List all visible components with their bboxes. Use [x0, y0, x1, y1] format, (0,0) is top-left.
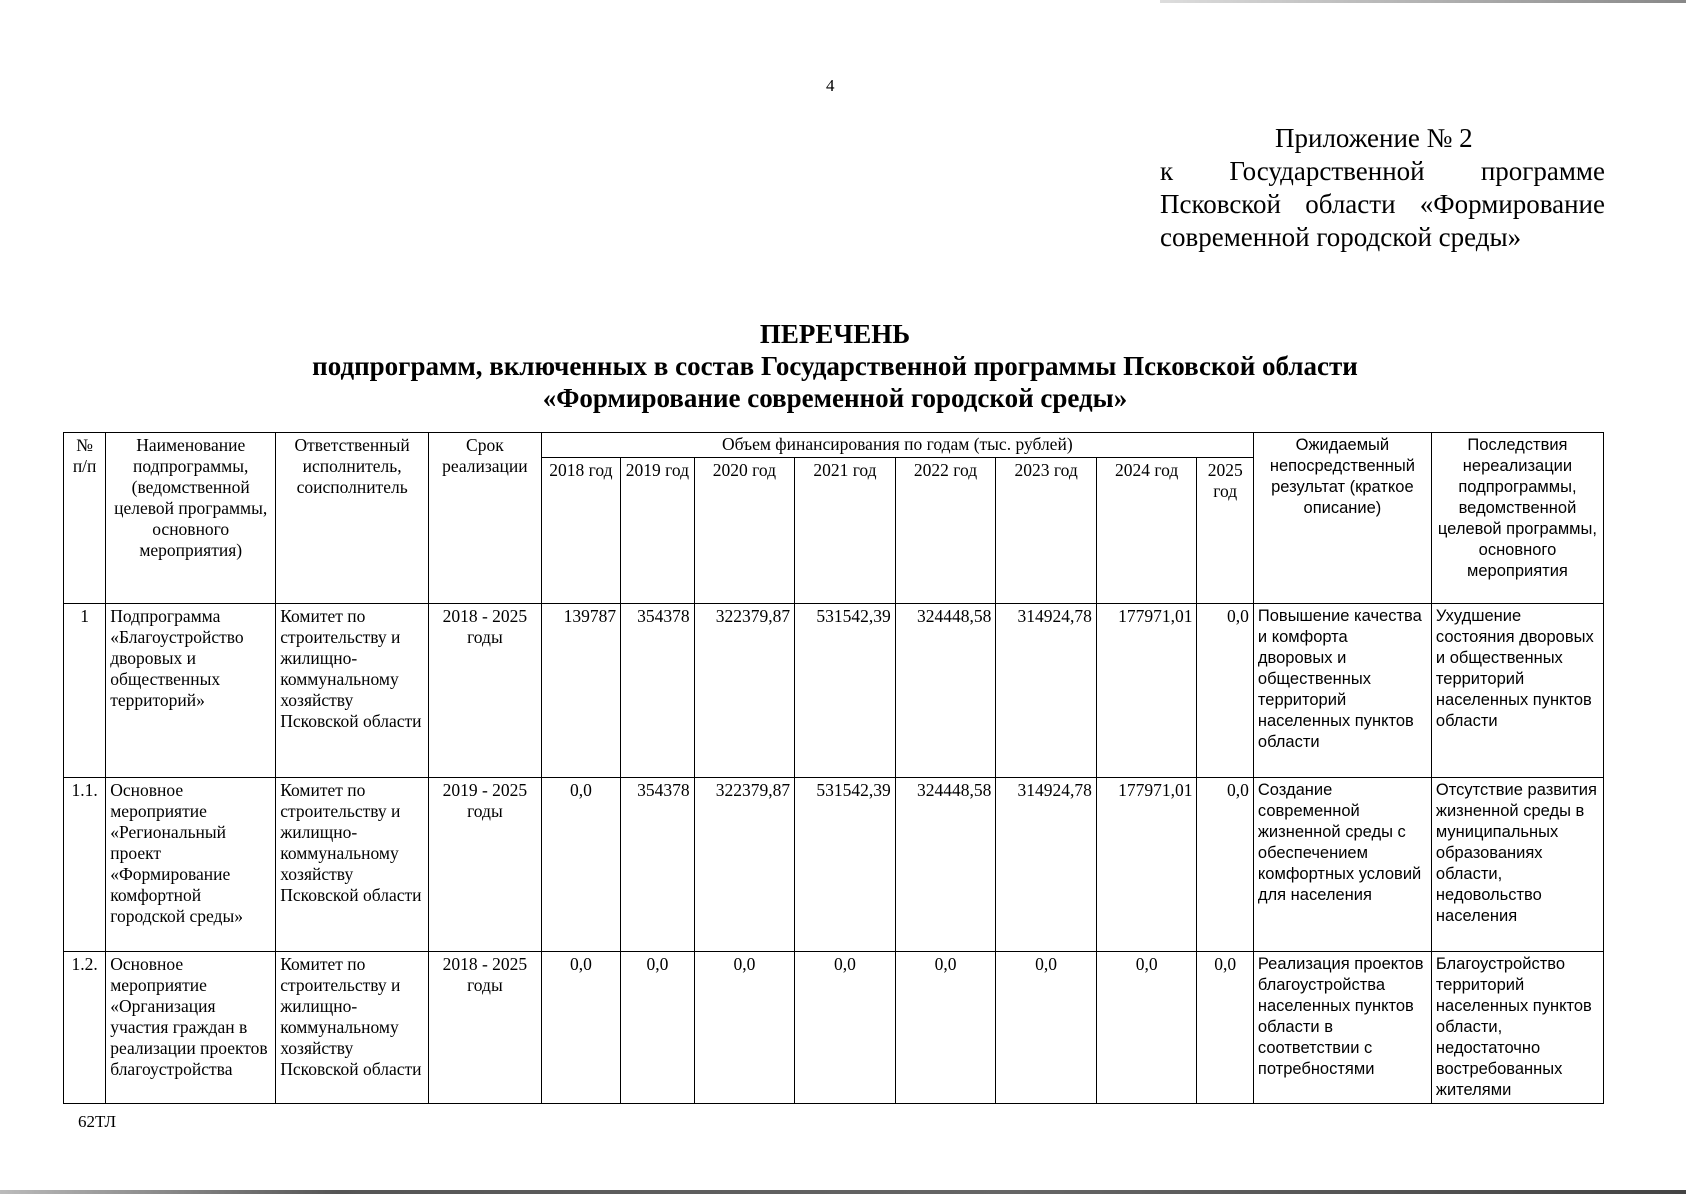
row-result: Создание современной жизненной среды с обеспечением комфортных условий для населения: [1253, 778, 1431, 952]
row-value: 354378: [621, 778, 694, 952]
row-value: 0,0: [895, 952, 996, 1104]
appendix-line: к Государственной программе: [1160, 156, 1605, 186]
row-period: 2019 - 2025 годы: [429, 778, 542, 952]
row-value: 0,0: [1096, 952, 1197, 1104]
row-value: 314924,78: [996, 604, 1097, 778]
appendix-line: Псковской области «Формирование: [1160, 189, 1605, 219]
header-funding: Объем финансирования по годам (тыс. рублей): [541, 433, 1253, 458]
row-period: 2018 - 2025 годы: [429, 604, 542, 778]
row-value: 0,0: [1197, 778, 1253, 952]
header-year: 2021 год: [795, 458, 896, 604]
subprograms-table: [63, 432, 1604, 1104]
table-row: [64, 778, 1604, 952]
row-result: Повышение качества и комфорта дворовых и общественных территорий населенных пунктов области: [1253, 604, 1431, 778]
row-name: Основное мероприятие «Организация участия граждан в реализации проектов благоустройства: [106, 952, 276, 1104]
row-name: Основное мероприятие «Региональный проект «Формирование комфортной городской среды»: [106, 778, 276, 952]
row-value: 177971,01: [1096, 604, 1197, 778]
row-value: 324448,58: [895, 604, 996, 778]
document-code: 62ТЛ: [78, 1112, 117, 1131]
header-name: Наименование подпрограммы, (ведомственной целевой программы, основного мероприятия): [106, 433, 276, 604]
header-result: Ожидаемый непосредственный результат (краткое описание): [1253, 433, 1431, 604]
row-period: 2018 - 2025 годы: [429, 952, 542, 1104]
row-name: Подпрограмма «Благоустройство дворовых и общественных территорий»: [106, 604, 276, 778]
row-value: 0,0: [1197, 604, 1253, 778]
row-result: Реализация проектов благоустройства населенных пунктов области в соответствии с потребностями: [1253, 952, 1431, 1104]
row-value: 177971,01: [1096, 778, 1197, 952]
row-value: 322379,87: [694, 604, 795, 778]
appendix-line: современной городской среды»: [1160, 222, 1522, 252]
appendix-block: [1160, 122, 1605, 254]
document-heading: [0, 318, 1670, 414]
header-year: 2025 год: [1197, 458, 1253, 604]
row-value: 531542,39: [795, 778, 896, 952]
header-year: 2019 год: [621, 458, 694, 604]
row-value: 0,0: [1197, 952, 1253, 1104]
row-executor: Комитет по строительству и жилищно-коммунальному хозяйству Псковской области: [276, 778, 429, 952]
header-consequences: Последствия нереализации подпрограммы, ведомственной целевой программы, основного мероприятия: [1431, 433, 1603, 604]
row-value: 139787: [541, 604, 620, 778]
table-row: [64, 604, 1604, 778]
row-num: 1.2.: [64, 952, 106, 1104]
row-value: 322379,87: [694, 778, 795, 952]
row-executor: Комитет по строительству и жилищно-коммунальному хозяйству Псковской области: [276, 952, 429, 1104]
header-executor: Ответственный исполнитель, соисполнитель: [276, 433, 429, 604]
table-row: [64, 952, 1604, 1104]
row-value: 0,0: [541, 952, 620, 1104]
row-value: 531542,39: [795, 604, 896, 778]
row-value: 0,0: [541, 778, 620, 952]
row-executor: Комитет по строительству и жилищно-коммунальному хозяйству Псковской области: [276, 604, 429, 778]
row-value: 0,0: [621, 952, 694, 1104]
scan-edge-bottom: [0, 1190, 1686, 1194]
row-value: 354378: [621, 604, 694, 778]
row-num: 1.1.: [64, 778, 106, 952]
row-value: 0,0: [795, 952, 896, 1104]
table-header-row: [64, 433, 1604, 458]
heading-subtitle: подпрограмм, включенных в состав Государственной программы Псковской области: [312, 351, 1358, 381]
header-year: 2024 год: [1096, 458, 1197, 604]
row-value: 324448,58: [895, 778, 996, 952]
scan-edge-top: [1160, 0, 1686, 3]
appendix-title: Приложение № 2: [1275, 123, 1473, 153]
header-period: Срок реализации: [429, 433, 542, 604]
row-value: 0,0: [996, 952, 1097, 1104]
heading-title: ПЕРЕЧЕНЬ: [759, 319, 911, 349]
row-consequences: Отсутствие развития жизненной среды в муниципальных образованиях области, недовольство населения: [1431, 778, 1603, 952]
header-year: 2023 год: [996, 458, 1097, 604]
header-year: 2020 год: [694, 458, 795, 604]
row-num: 1: [64, 604, 106, 778]
row-consequences: Благоустройство территорий населенных пунктов области, недостаточно востребованных жителями: [1431, 952, 1603, 1104]
header-num: № п/п: [64, 433, 106, 604]
heading-subtitle: «Формирование современной городской среды»: [542, 383, 1128, 413]
row-consequences: Ухудшение состояния дворовых и общественных территорий населенных пунктов области: [1431, 604, 1603, 778]
header-year: 2022 год: [895, 458, 996, 604]
row-value: 314924,78: [996, 778, 1097, 952]
row-value: 0,0: [694, 952, 795, 1104]
header-year: 2018 год: [541, 458, 620, 604]
page-number: 4: [826, 76, 835, 95]
